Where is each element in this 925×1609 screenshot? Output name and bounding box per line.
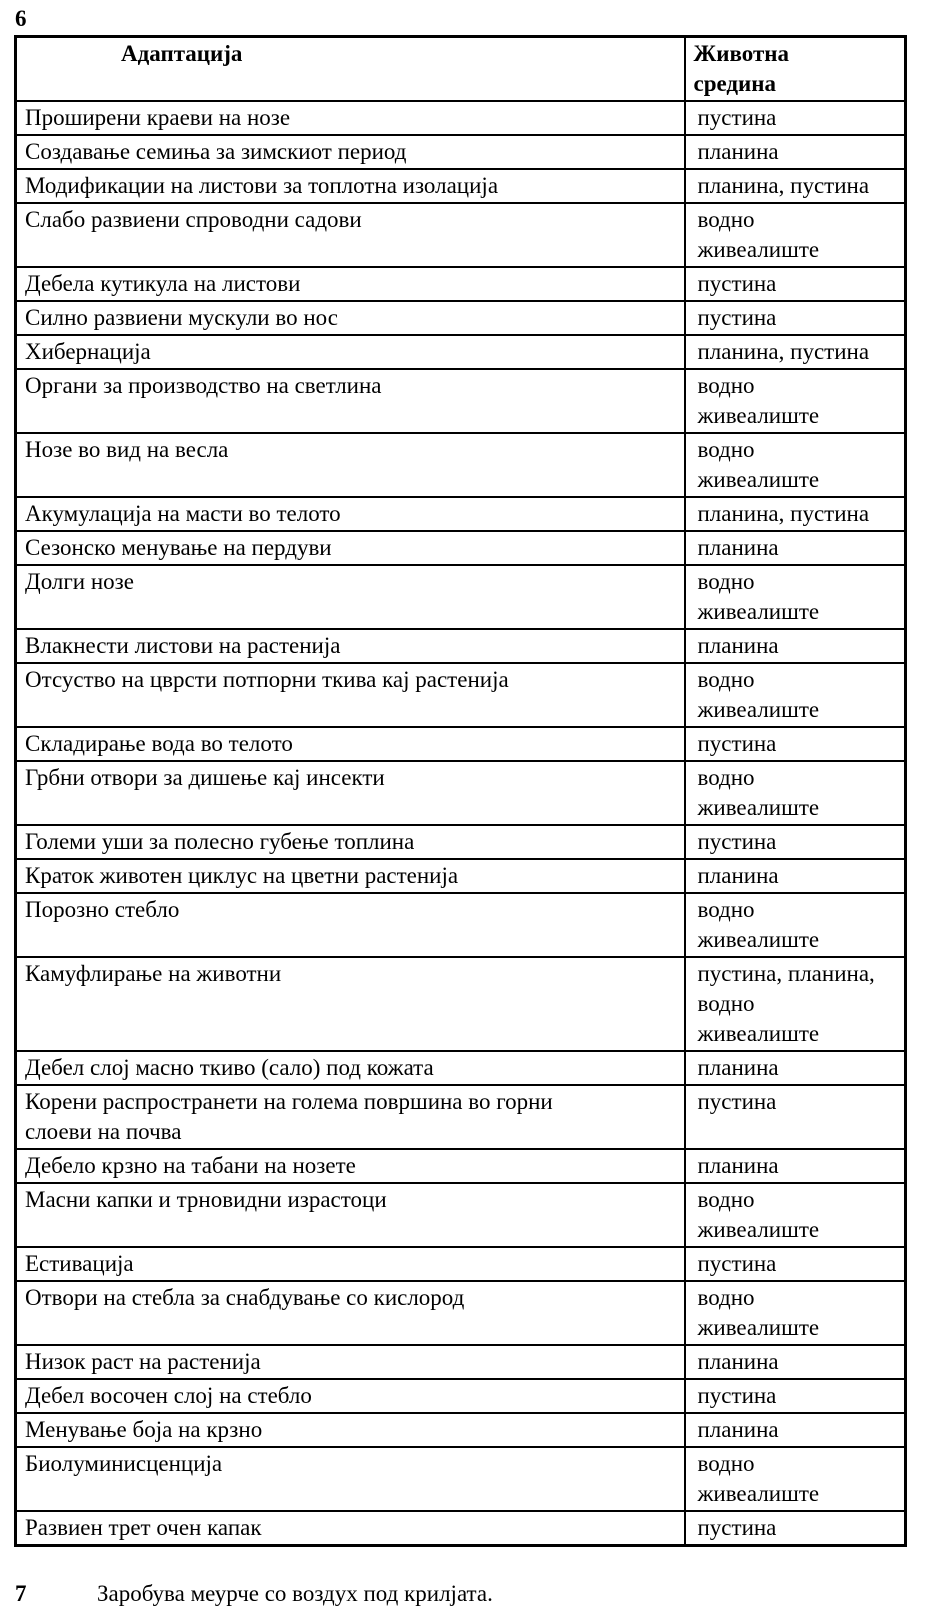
cell-line: планина, пустина	[697, 501, 870, 526]
adaptation-cell	[16, 825, 685, 859]
table-row	[16, 859, 906, 893]
cell-line: пустина	[697, 105, 777, 130]
adaptation-cell	[16, 1247, 685, 1281]
table-row	[16, 727, 906, 761]
cell-line: Слабо развиени спроводни садови	[25, 207, 362, 232]
cell-line: планина	[697, 535, 779, 560]
document-page	[0, 6, 925, 1609]
cell-line: планина	[697, 139, 779, 164]
environment-cell	[685, 433, 906, 497]
header-environment-label-line2: средина	[693, 71, 777, 96]
cell-line: водно	[697, 1285, 755, 1310]
adaptation-cell	[16, 727, 685, 761]
adaptation-cell	[16, 1413, 685, 1447]
adaptation-cell	[16, 1149, 685, 1183]
cell-line: планина	[697, 633, 779, 658]
cell-line: Органи за производство на светлина	[25, 373, 382, 398]
table-row	[16, 135, 906, 169]
cell-line: Влакнести листови на растенија	[25, 633, 341, 658]
cell-line: живеалиште	[697, 1217, 820, 1242]
table-row	[16, 1345, 906, 1379]
question-number: 7	[15, 1581, 27, 1606]
cell-line: водно	[697, 765, 755, 790]
cell-line: пустина	[697, 1383, 777, 1408]
cell-line: пустина	[697, 1515, 777, 1540]
table-row	[16, 531, 906, 565]
environment-cell	[685, 301, 906, 335]
cell-line: пустина	[697, 829, 777, 854]
header-environment-cell	[685, 37, 906, 102]
table-row	[16, 1281, 906, 1345]
environment-cell	[685, 825, 906, 859]
cell-line: живеалиште	[697, 1315, 820, 1340]
table-row	[16, 1247, 906, 1281]
environment-cell	[685, 1149, 906, 1183]
cell-line: Дебела кутикула на листови	[25, 271, 301, 296]
table-row	[16, 301, 906, 335]
cell-line: Грбни отвори за дишење кај инсекти	[25, 765, 385, 790]
cell-line: Складирање вода во телото	[25, 731, 293, 756]
table-row	[16, 565, 906, 629]
adaptation-cell	[16, 761, 685, 825]
cell-line: Нозе во вид на весла	[25, 437, 229, 462]
adaptation-cell	[16, 497, 685, 531]
header-adaptation-cell	[16, 37, 685, 102]
environment-cell	[685, 1051, 906, 1085]
table-row	[16, 1511, 906, 1546]
adaptation-cell	[16, 893, 685, 957]
environment-cell	[685, 1447, 906, 1511]
adaptation-cell	[16, 301, 685, 335]
table-row	[16, 203, 906, 267]
table-row	[16, 169, 906, 203]
environment-cell	[685, 203, 906, 267]
cell-line: планина	[697, 1417, 779, 1442]
adaptation-cell	[16, 1183, 685, 1247]
cell-line: живеалиште	[697, 1021, 820, 1046]
adaptation-cell	[16, 1447, 685, 1511]
cell-line: Менување боја на крзно	[25, 1417, 263, 1442]
environment-cell	[685, 1281, 906, 1345]
cell-line: Проширени краеви на нозе	[25, 105, 291, 130]
cell-line: планина	[697, 1349, 779, 1374]
adaptation-cell	[16, 663, 685, 727]
environment-cell	[685, 663, 906, 727]
cell-line: Развиен трет очен капак	[25, 1515, 262, 1540]
adaptation-cell	[16, 629, 685, 663]
table-row	[16, 1447, 906, 1511]
table-row	[16, 893, 906, 957]
cell-line: Создавање семиња за зимскиот период	[25, 139, 407, 164]
adaptation-cell	[16, 335, 685, 369]
cell-line: Отвори на стебла за снабдување со кислород	[25, 1285, 465, 1310]
cell-line: Естивација	[25, 1251, 134, 1276]
environment-cell	[685, 859, 906, 893]
header-environment-label-line1: Животна	[693, 41, 790, 66]
environment-cell	[685, 369, 906, 433]
table-row	[16, 1413, 906, 1447]
adaptation-cell	[16, 169, 685, 203]
environment-cell	[685, 335, 906, 369]
cell-line: Долги нозе	[25, 569, 134, 594]
adaptation-cell	[16, 1281, 685, 1345]
cell-line: Акумулација на масти во телото	[25, 501, 341, 526]
cell-line: водно	[697, 1451, 755, 1476]
environment-cell	[685, 267, 906, 301]
table-row	[16, 497, 906, 531]
adaptation-cell	[16, 1051, 685, 1085]
cell-line: Низок раст на растенија	[25, 1349, 261, 1374]
table-row	[16, 369, 906, 433]
cell-line: живеалиште	[697, 795, 820, 820]
cell-line: водно	[697, 437, 755, 462]
cell-line: слоеви на почва	[25, 1119, 182, 1144]
environment-cell	[685, 957, 906, 1051]
environment-cell	[685, 893, 906, 957]
cell-line: живеалиште	[697, 1481, 820, 1506]
adaptation-cell	[16, 101, 685, 135]
environment-cell	[685, 727, 906, 761]
cell-line: планина	[697, 1055, 779, 1080]
environment-cell	[685, 531, 906, 565]
adaptation-cell	[16, 531, 685, 565]
cell-line: водно	[697, 569, 755, 594]
header-adaptation-label: Адаптација	[121, 41, 243, 66]
cell-line: Масни капки и трновидни израстоци	[25, 1187, 387, 1212]
environment-cell	[685, 135, 906, 169]
environment-cell	[685, 1183, 906, 1247]
cell-line: Корени распространети на голема површина во горни	[25, 1089, 553, 1114]
adaptation-cell	[16, 267, 685, 301]
table-row	[16, 1183, 906, 1247]
table-row	[16, 1379, 906, 1413]
table-row	[16, 267, 906, 301]
environment-cell	[685, 565, 906, 629]
cell-line: планина	[697, 863, 779, 888]
cell-line: водно	[697, 1187, 755, 1212]
environment-cell	[685, 761, 906, 825]
adaptation-cell	[16, 1345, 685, 1379]
table-row	[16, 761, 906, 825]
cell-line: водно	[697, 373, 755, 398]
cell-line: планина, пустина	[697, 173, 870, 198]
table-header-row	[16, 37, 906, 102]
table-body	[16, 101, 906, 1546]
cell-line: живеалиште	[697, 237, 820, 262]
adaptations-table	[14, 35, 907, 1547]
cell-line: Големи уши за полесно губење топлина	[25, 829, 415, 854]
environment-cell	[685, 629, 906, 663]
cell-line: планина	[697, 1153, 779, 1178]
cell-line: Камуфлирање на животни	[25, 961, 282, 986]
table-row	[16, 629, 906, 663]
adaptation-cell	[16, 135, 685, 169]
cell-line: Отсуство на цврсти потпорни ткива кај растенија	[25, 667, 509, 692]
cell-line: водно	[697, 897, 755, 922]
table-row	[16, 433, 906, 497]
adaptation-cell	[16, 433, 685, 497]
cell-line: Дебел слој масно ткиво (сало) под кожата	[25, 1055, 434, 1080]
cell-line: живеалиште	[697, 599, 820, 624]
cell-line: Биолуминисценција	[25, 1451, 223, 1476]
adaptation-cell	[16, 1511, 685, 1546]
cell-line: Силно развиени мускули во нос	[25, 305, 338, 330]
cell-line: живеалиште	[697, 697, 820, 722]
adaptation-cell	[16, 957, 685, 1051]
cell-line: Модификации на листови за топлотна изолација	[25, 173, 499, 198]
cell-line: пустина	[697, 1089, 777, 1114]
cell-line: Хибернација	[25, 339, 151, 364]
question-item	[15, 1579, 925, 1609]
environment-cell	[685, 101, 906, 135]
adaptation-cell	[16, 1085, 685, 1149]
page-number: 6	[15, 6, 27, 31]
cell-line: пустина	[697, 305, 777, 330]
environment-cell	[685, 169, 906, 203]
adaptation-cell	[16, 203, 685, 267]
cell-line: Сезонско менување на пердуви	[25, 535, 332, 560]
table-row	[16, 1085, 906, 1149]
environment-cell	[685, 1379, 906, 1413]
environment-cell	[685, 497, 906, 531]
cell-line: Дебело крзно на табани на нозете	[25, 1153, 356, 1178]
table-row	[16, 957, 906, 1051]
table-row	[16, 663, 906, 727]
environment-cell	[685, 1345, 906, 1379]
table-row	[16, 101, 906, 135]
adaptation-cell	[16, 565, 685, 629]
cell-line: Краток животен циклус на цветни растенија	[25, 863, 459, 888]
cell-line: живеалиште	[697, 467, 820, 492]
environment-cell	[685, 1085, 906, 1149]
cell-line: пустина	[697, 731, 777, 756]
cell-line: водно	[697, 207, 755, 232]
environment-cell	[685, 1413, 906, 1447]
cell-line: пустина	[697, 271, 777, 296]
cell-line: водно	[697, 667, 755, 692]
cell-line: водно	[697, 991, 755, 1016]
adaptation-cell	[16, 369, 685, 433]
table-row	[16, 335, 906, 369]
cell-line: живеалиште	[697, 927, 820, 952]
adaptation-cell	[16, 1379, 685, 1413]
cell-line: пустина, планина,	[697, 961, 875, 986]
table-row	[16, 825, 906, 859]
cell-line: пустина	[697, 1251, 777, 1276]
cell-line: планина, пустина	[697, 339, 870, 364]
adaptation-cell	[16, 859, 685, 893]
question-text: Заробува меурче со воздух под крилјата.	[97, 1581, 493, 1606]
cell-line: Дебел восочен слој на стебло	[25, 1383, 312, 1408]
cell-line: живеалиште	[697, 403, 820, 428]
table-row	[16, 1051, 906, 1085]
environment-cell	[685, 1511, 906, 1546]
table-row	[16, 1149, 906, 1183]
cell-line: Порозно стебло	[25, 897, 180, 922]
environment-cell	[685, 1247, 906, 1281]
